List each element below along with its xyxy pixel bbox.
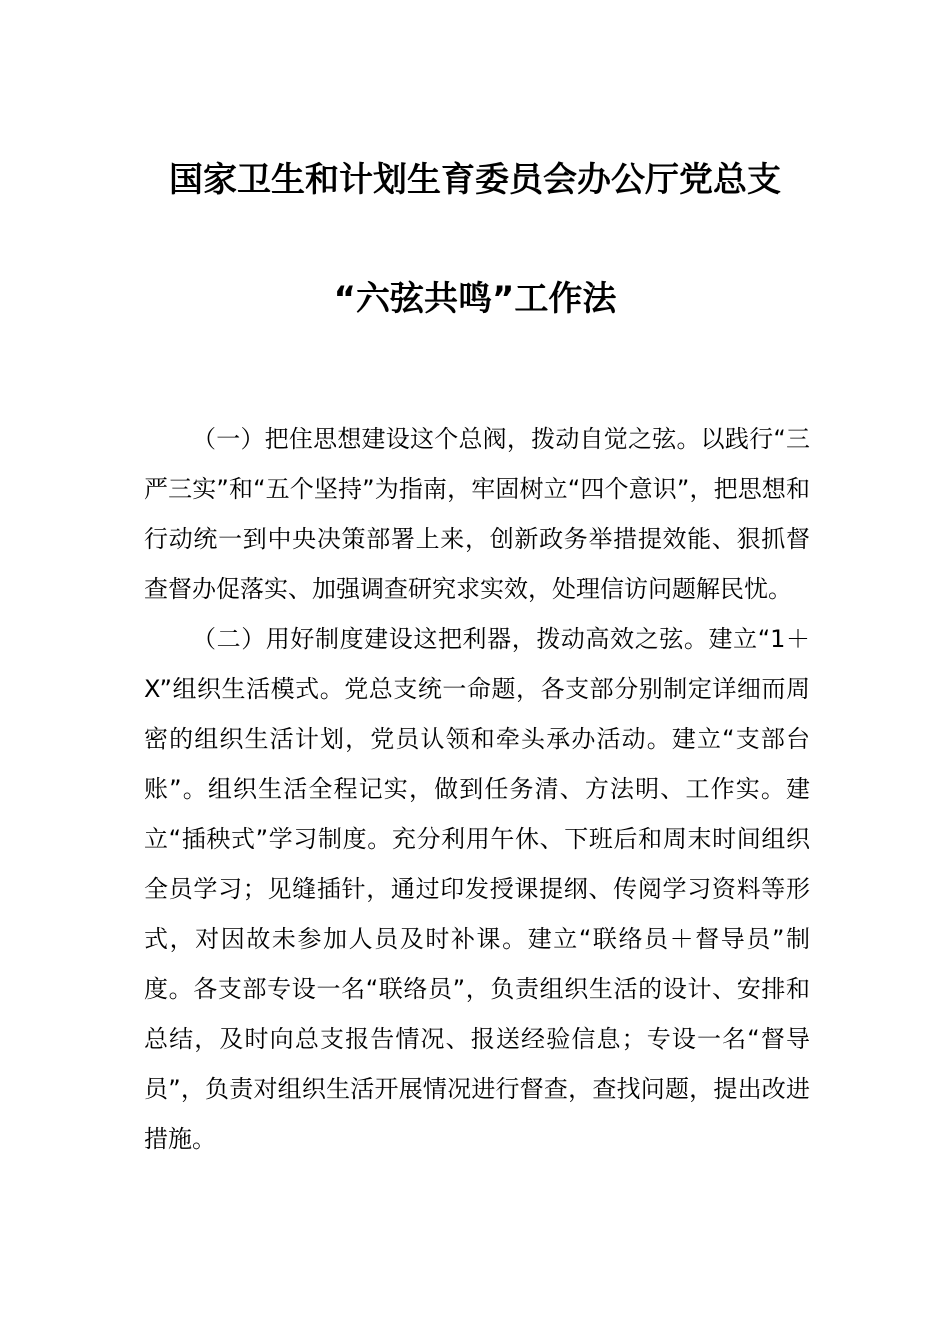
document-title-line-2: “六弦共鸣”工作法: [333, 279, 617, 319]
paragraph-2: （二）用好制度建设这把利器，拨动高效之弦。建立“1＋X”组织生活模式。党总支统一命题，各支部分别制定详细而周密的组织生活计划，党员认领和牵头承办活动。建立“支部台账”。组织生活全程记实，做到任务清、方法明、工作实。建立“插秧式”学习制度。充分利用午休、下班后和周末时间组织全员学习；见缝插针，通过印发授课提纲、传阅学习资料等形式，对因故未参加人员及时补课。建立“联络员＋督导员”制度。各支部专设一名“联络员”，负责组织生活的设计、安排和总结，及时向总支报告情况、报送经验信息；专设一名“督导员”，负责对组织生活开展情况进行督查，查找问题，提出改进措施。: [144, 625, 810, 1153]
paragraph-1: （一）把住思想建设这个总阀，拨动自觉之弦。以践行“三严三实”和“五个坚持”为指南，牢固树立“四个意识”，把思想和行动统一到中央决策部署上来，创新政务举措提效能、狠抓督查督办促落实、加强调查研究求实效，处理信访问题解民忧。: [144, 425, 810, 603]
document-title-line-1: 国家卫生和计划生育委员会办公厅党总支: [169, 160, 781, 200]
document-body: [144, 414, 810, 1164]
